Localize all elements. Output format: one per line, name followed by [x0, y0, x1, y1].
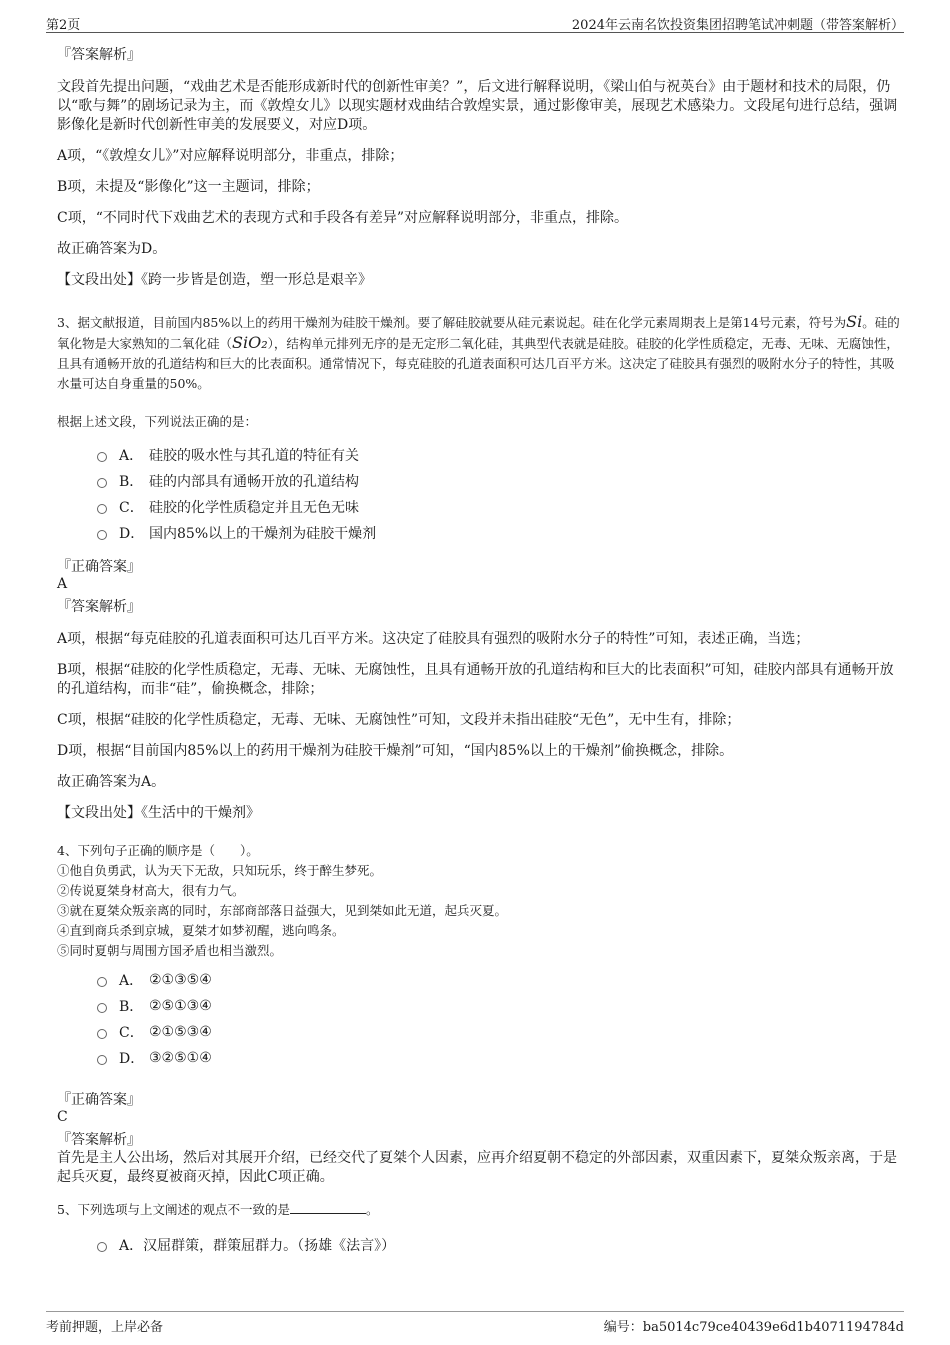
radio-icon[interactable]: [97, 1029, 107, 1039]
radio-icon[interactable]: [97, 1242, 107, 1252]
q3-analysis-b: B项，根据“硅胶的化学性质稳定，无毒、无味、无腐蚀性，且具有通畅开放的孔道结构和巨大的比表面积”可知，硅胶内部具有通畅开放的孔道结构，而非“硅”，偷换概念，排除；: [57, 662, 894, 697]
q2-analysis-a: A项，“《敦煌女儿》”对应解释说明部分，非重点，排除；: [57, 148, 404, 164]
q3-options: [97, 442, 902, 546]
radio-icon[interactable]: [97, 1003, 107, 1013]
q4-analysis: 首先是主人公出场，然后对其展开介绍，已经交代了夏桀个人因素，应再介绍夏朝不稳定的外部因素，双重因素下，夏桀众叛亲离，于是起兵灭夏，最终夏被商灭掉，因此C项正确。: [57, 1150, 897, 1185]
q3-question: 根据上述文段，下列说法正确的是：: [57, 414, 258, 429]
q4-stem: 4、下列句子正确的顺序是（ ）。: [57, 843, 259, 858]
q2-section: [57, 44, 902, 290]
q3-analysis-label: 『答案解析』: [57, 599, 141, 615]
footer-slogan: 考前押题，上岸必备: [46, 1320, 164, 1335]
q4-sentence-4: ④直到商兵杀到京城，夏桀才如梦初醒，逃向鸣条。: [57, 923, 345, 938]
q2-analysis-c: C项，“不同时代下戏曲艺术的表现方式和手段各有差异”对应解释说明部分，非重点，排除。: [57, 210, 629, 226]
q4-sentence-1: ①他自负勇武，认为天下无敌，只知玩乐，终于醉生梦死。: [57, 863, 383, 878]
document-id: 编号：ba5014c79ce40439e6d1b4071194784d: [603, 1320, 904, 1335]
page-footer: [46, 1311, 904, 1338]
radio-icon[interactable]: [97, 1055, 107, 1065]
q3-option-d[interactable]: D． 国内85%以上的干燥剂为硅胶干燥剂: [97, 520, 902, 546]
page-header: [46, 12, 904, 33]
document-title: 2024年云南名饮投资集团招聘笔试冲刺题（带答案解析）: [571, 18, 904, 33]
q3-option-a[interactable]: A． 硅胶的吸水性与其孔道的特征有关: [97, 442, 902, 468]
q5-section: [57, 1199, 902, 1258]
q5-option-a[interactable]: A． 汉屈群策，群策屈群力。（扬雄《法言》）: [97, 1232, 902, 1258]
q2-analysis-paragraph: 文段首先提出问题，“戏曲艺术是否能形成新时代的创新性审美？”，后文进行解释说明，《梁山伯与祝英台》由于题材和技术的局限，仍以“歌与舞”的剧场记录为主，而《敦煌女儿》以现实题材戏曲结合敦煌实景，通过影像审美，展现艺术感染力。文段尾句进行总结，强调影像化是新时代创新性审美的发展要义，对应D项。: [57, 79, 898, 133]
q5-options: [97, 1232, 902, 1258]
document-body: [57, 44, 902, 1268]
q2-source: 【文段出处】《跨一步皆是创造，塑一形总是艰辛》: [57, 272, 372, 288]
sio2-symbol: SiO₂: [232, 333, 268, 352]
q4-option-a[interactable]: A． ②①③⑤④: [97, 967, 902, 993]
radio-icon[interactable]: [97, 452, 107, 462]
q3-section: [57, 312, 902, 823]
q4-sentence-2: ②传说夏桀身材高大，很有力气。: [57, 883, 245, 898]
q3-stem-part3: ），结构单元排列无序的是无定形二氧化硅，其典型代表就是硅胶。硅胶的化学性质稳定，无毒、无味、无腐蚀性，且具有通畅开放的孔道结构和巨大的比表面积。通常情况下，每克硅胶的孔道表面积可达几百平方米。这决定了硅胶具有强烈的吸附水分子的特性，其吸水量可达自身重量的50%。: [57, 336, 899, 391]
q3-option-c[interactable]: C． 硅胶的化学性质稳定并且无色无味: [97, 494, 902, 520]
q3-correct-label: 『正确答案』: [57, 559, 141, 575]
radio-icon[interactable]: [97, 478, 107, 488]
q4-correct-answer: C: [57, 1109, 68, 1125]
q3-conclusion: 故正确答案为A。: [57, 774, 166, 790]
page-number: 第2页: [46, 18, 81, 33]
q3-stem-part2: 。硅的氧化物是大家熟知的二氧化硅（: [57, 315, 900, 351]
q4-sentence-5: ⑤同时夏朝与周围方国矛盾也相当激烈。: [57, 943, 283, 958]
q3-option-b[interactable]: B． 硅的内部具有通畅开放的孔道结构: [97, 468, 902, 494]
q3-stem-part1: 3、据文献报道，目前国内85%以上的药用干燥剂为硅胶干燥剂。要了解硅胶就要从硅元素说起。硅在化学元素周期表上是第14号元素，符号为: [57, 315, 847, 330]
radio-icon[interactable]: [97, 530, 107, 540]
answer-blank: [290, 1199, 366, 1214]
q3-correct-answer: A: [57, 576, 68, 592]
radio-icon[interactable]: [97, 504, 107, 514]
q4-option-c[interactable]: C． ②①⑤③④: [97, 1019, 902, 1045]
si-symbol: Si: [846, 312, 863, 331]
q3-stem: [57, 312, 902, 394]
q4-options: [97, 967, 902, 1071]
q4-sentence-3: ③就在夏桀众叛亲离的同时，东部商部落日益强大，见到桀如此无道，起兵灭夏。: [57, 903, 508, 918]
q3-source: 【文段出处】《生活中的干燥剂》: [57, 805, 260, 821]
q4-section: [57, 841, 902, 1187]
q5-stem: 5、下列选项与上文阐述的观点不一致的是 。: [57, 1199, 902, 1220]
q3-analysis-a: A项，根据“每克硅胶的孔道表面积可达几百平方米。这决定了硅胶具有强烈的吸附水分子的特性”可知，表述正确，当选；: [57, 631, 810, 647]
radio-icon[interactable]: [97, 977, 107, 987]
q2-analysis-label: 『答案解析』: [57, 47, 141, 63]
q4-option-b[interactable]: B． ②⑤①③④: [97, 993, 902, 1019]
q4-analysis-label: 『答案解析』: [57, 1132, 141, 1148]
q3-analysis-d: D项，根据“目前国内85%以上的药用干燥剂为硅胶干燥剂”可知，“国内85%以上的干燥剂”偷换概念，排除。: [57, 743, 734, 759]
q3-analysis-c: C项，根据“硅胶的化学性质稳定，无毒、无味、无腐蚀性”可知，文段并未指出硅胶“无色”，无中生有，排除；: [57, 712, 741, 728]
q2-conclusion: 故正确答案为D。: [57, 241, 167, 257]
q4-option-d[interactable]: D． ③②⑤①④: [97, 1045, 902, 1071]
q4-correct-label: 『正确答案』: [57, 1092, 141, 1108]
q2-analysis-b: B项，未提及“影像化”这一主题词，排除；: [57, 179, 320, 195]
